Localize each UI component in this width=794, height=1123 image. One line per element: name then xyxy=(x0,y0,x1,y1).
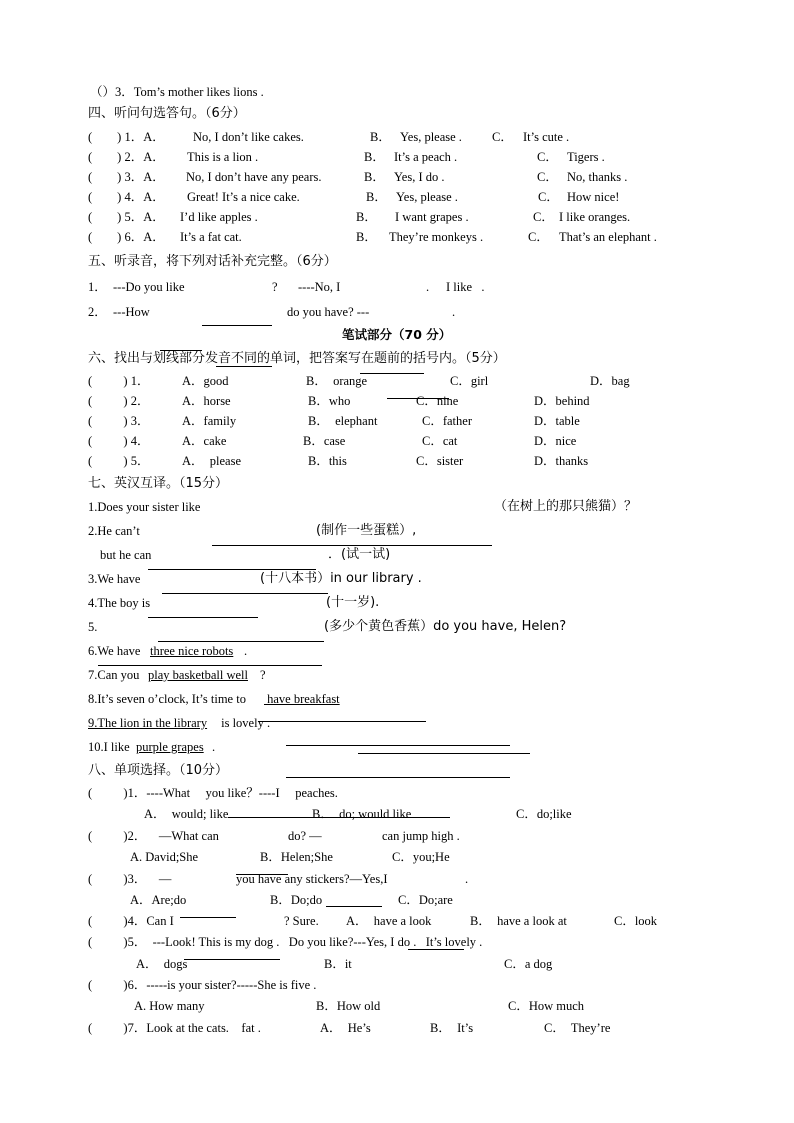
s7-q4: 4.The boy is (十一岁). xyxy=(88,595,94,659)
s8-q2: ( )2． —What can do? — can jump high . xyxy=(88,828,94,924)
s6-row-1: ( ) 1． A．good B． orange C．girl D．bag xyxy=(88,374,630,388)
s7-q7: 7.Can you play basketball well ? xyxy=(88,667,94,747)
s7-q2: 2.He can’t (制作一些蛋糕）, xyxy=(88,523,94,587)
blank[interactable] xyxy=(180,903,236,918)
blank[interactable] xyxy=(160,336,202,351)
blank[interactable] xyxy=(148,555,316,570)
s6-row-3: ( ) 3． A．family B． elephant C．father D．table xyxy=(88,414,580,428)
s4-row-6: ( ) 6．A． It’s a fat cat. B． They’re monkeys . C． That’s an elephant . xyxy=(88,230,657,244)
s7-q2-b: but he can ．(试一试) xyxy=(100,547,106,611)
s5-line-1: 1． ---Do you like ? ----No, I . I like . xyxy=(88,279,94,407)
blank[interactable] xyxy=(258,707,426,722)
s7-q6: 6.We have three nice robots . xyxy=(88,643,94,723)
blank[interactable] xyxy=(326,892,382,907)
blank[interactable] xyxy=(358,739,530,754)
s8-q3-options: A．Are;do B．Do;do C．Do;are xyxy=(130,893,453,907)
s6-row-5: ( ) 5． A． please B．this C．sister D．thanks xyxy=(88,454,589,468)
blank[interactable] xyxy=(286,763,510,778)
s8-q5-options: A． dogs B．it C．a dog xyxy=(136,957,553,971)
s7-q1: 1.Does your sister like （在树上的那只熊猫）？ xyxy=(88,499,94,563)
s4-row-2: ( ) 2．A． This is a lion . B． It’s a peach . C． Tigers . xyxy=(88,150,605,164)
s7-q8: 8.It’s seven o’clock, It’s time to have breakfast xyxy=(88,691,94,755)
s5-line-2: 2． ---How do you have? --- . xyxy=(88,304,94,416)
s8-q4: ( )4．Can I ? Sure. A． have a look B． have a look at C．look xyxy=(88,913,94,1025)
s8-q2-options: A. David;She B．Helen;She C．you;He xyxy=(130,850,450,864)
s6-row-4: ( ) 4． A．cake B．case C．cat D．nice xyxy=(88,434,577,448)
s4-row-5: ( ) 5．A． I’d like apples . B． I want grapes . C． I like oranges. xyxy=(88,210,631,224)
s8-q7: ( )7．Look at the cats. fat . A． He’s B． It’s C． They’re xyxy=(88,1021,611,1035)
s7-q10: 10.I like purple grapes . xyxy=(88,739,94,819)
blank[interactable] xyxy=(202,311,272,326)
s7-q3: 3.We have (十八本书）in our library . xyxy=(88,571,94,635)
s4-row-3: ( ) 3．A． No, I don’t have any pears. B． Yes, I do . C． No, thanks . xyxy=(88,170,628,184)
s4-row-1: ( ) 1．A． No, I don’t like cakes. B． Yes, please . C． It’s cute . xyxy=(88,130,570,144)
s4-row-4: ( ) 4．A． Great! It’s a nice cake. B． Yes, please . C． How nice! xyxy=(88,190,620,204)
s7-q9: 9.The lion in the library is lovely . xyxy=(88,715,94,779)
s8-q6-options: A. How many B．How old C．How much xyxy=(134,999,585,1013)
s6-row-2: ( ) 2． A．horse B．who C．nine D．behind xyxy=(88,394,590,408)
s7-q5: 5. (多少个黄色香蕉）do you have, Helen? xyxy=(88,619,94,683)
s8-q1-options: A． would; like B． do; would like C．do;like xyxy=(144,807,572,821)
blank[interactable] xyxy=(158,627,324,642)
blank[interactable] xyxy=(148,603,258,618)
s8-q3: ( )3． — you have any stickers?—Yes,I . xyxy=(88,871,94,967)
